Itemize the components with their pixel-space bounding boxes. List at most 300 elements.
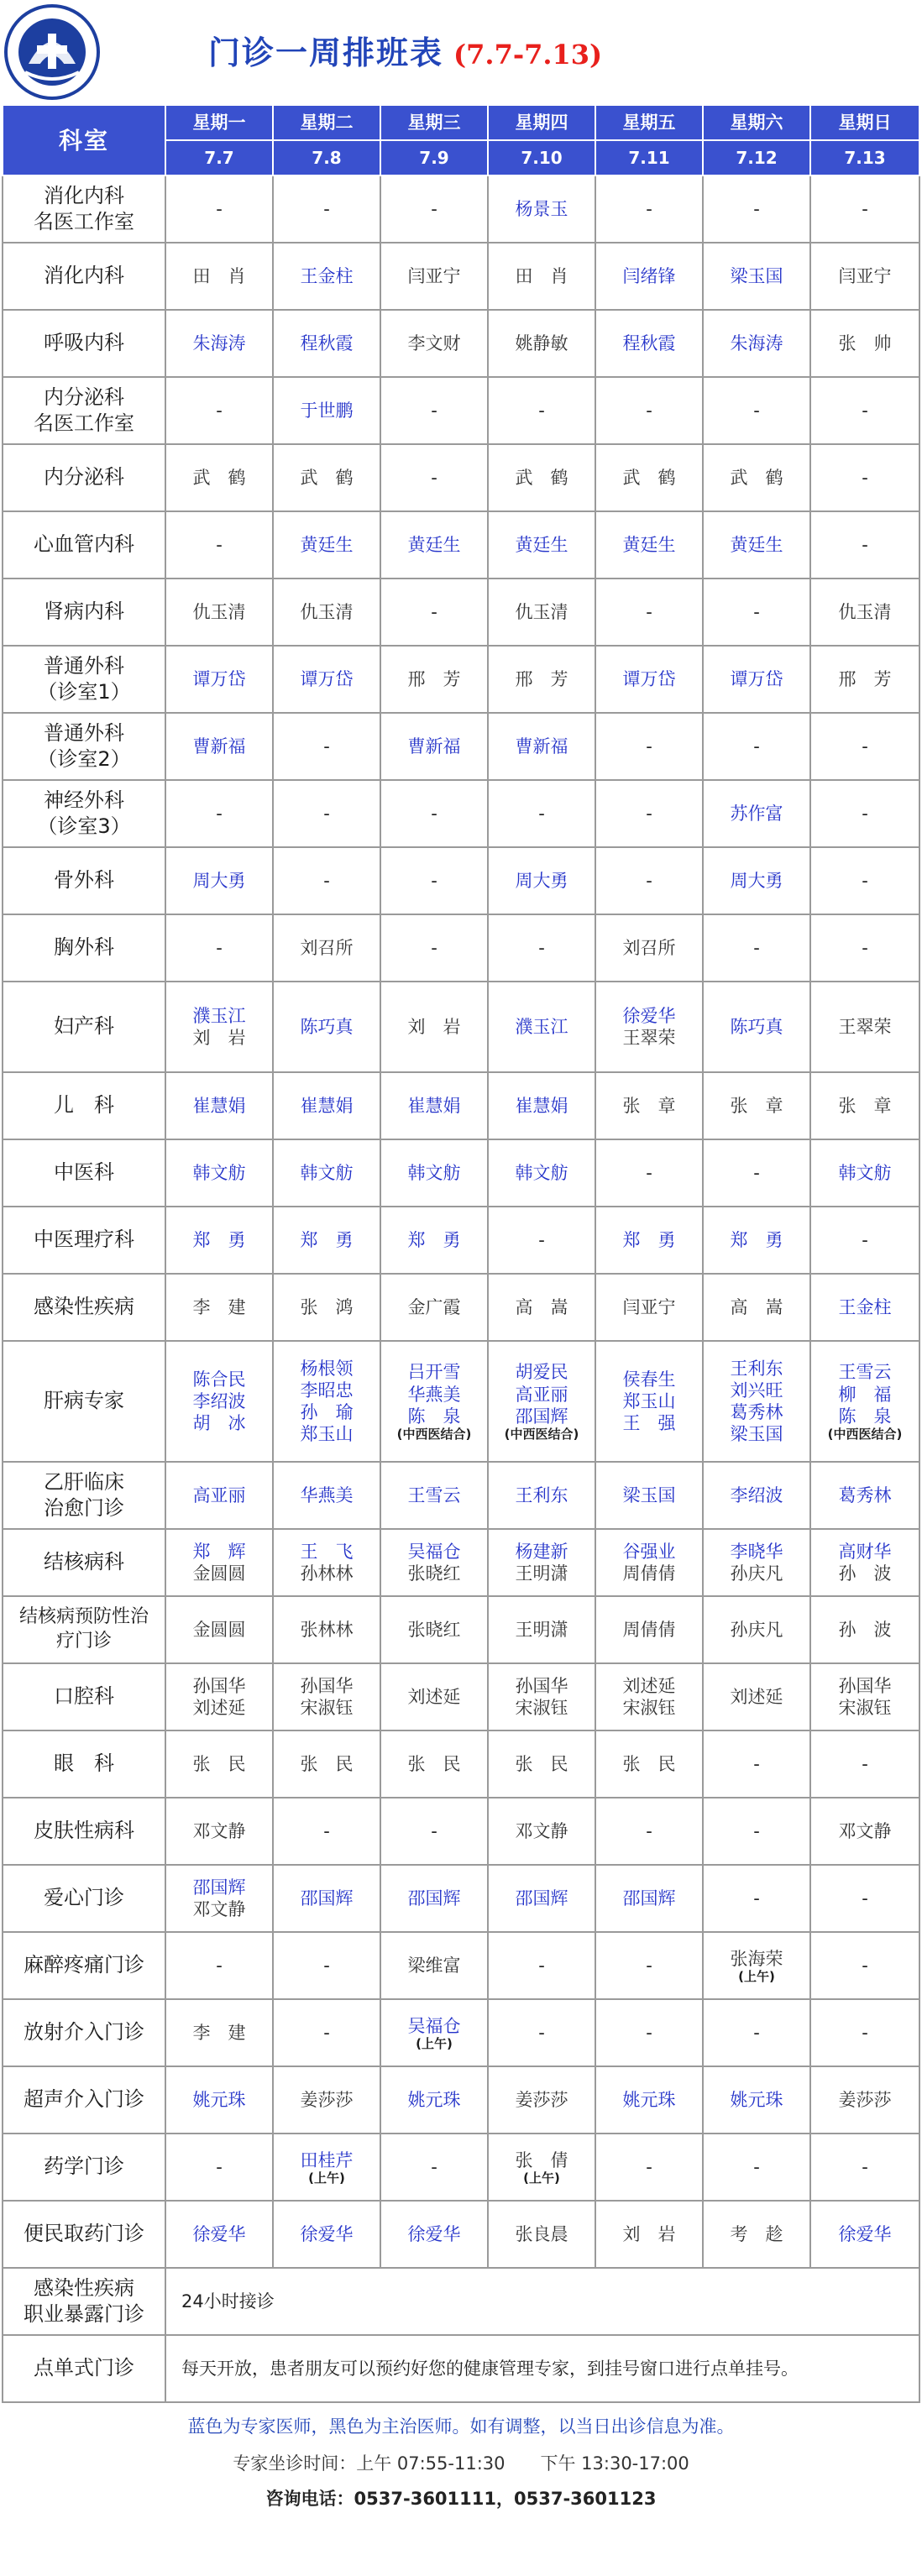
expert-doctor-name: 苏作富 (730, 803, 783, 824)
shift-cell (595, 1139, 703, 1207)
special-row (3, 2335, 919, 2402)
shift-cell (810, 243, 919, 310)
shift-cell (810, 1341, 919, 1462)
department-name-line: 普通外科 (44, 720, 124, 745)
no-shift-dash: - (431, 937, 437, 958)
expert-doctor-name: 黄廷生 (730, 534, 783, 555)
date-header: 7.7 (165, 140, 273, 175)
shift-cell (703, 1341, 810, 1462)
no-shift-dash: - (323, 198, 330, 219)
schedule-body (3, 175, 919, 2402)
expert-doctor-name: 邵国辉 (515, 1887, 568, 1908)
no-shift-dash: - (646, 2156, 652, 2177)
expert-doctor-name: 孙 瑜 (300, 1402, 354, 1422)
department-name (3, 175, 165, 243)
shift-cell (703, 1529, 810, 1596)
attending-doctor-name: 邓文静 (838, 1820, 892, 1841)
shift-cell (595, 444, 703, 511)
shift-cell (703, 1663, 810, 1730)
shift-cell (595, 377, 703, 444)
attending-doctor-name: 李 建 (192, 1296, 246, 1317)
schedule-row (3, 579, 919, 646)
expert-doctor-name: 王 强 (622, 1413, 676, 1434)
department-name (3, 1932, 165, 1999)
schedule-row (3, 1932, 919, 1999)
attending-doctor-name: 张 民 (407, 1753, 461, 1774)
shift-note: (上午) (738, 1968, 775, 1984)
department-name (3, 1865, 165, 1932)
date-range: (7.7-7.13) (453, 39, 603, 71)
shift-cell (810, 2201, 919, 2268)
no-shift-dash: - (753, 601, 760, 622)
no-shift-dash: - (431, 601, 437, 622)
no-shift-dash: - (862, 534, 868, 555)
department-name-line: 名医工作室 (34, 411, 134, 435)
shift-cell (810, 1999, 919, 2066)
clinic-hours: 专家坐诊时间：上午 07:55-11:30 下午 13:30-17:00 (233, 2453, 689, 2474)
shift-cell (703, 1139, 810, 1207)
shift-cell (165, 310, 273, 377)
department-name (3, 1341, 165, 1462)
no-shift-dash: - (216, 803, 223, 824)
shift-cell (488, 444, 595, 511)
shift-note: (中西医结合) (504, 1427, 579, 1442)
expert-doctor-name: 侯春生 (622, 1369, 676, 1390)
department-name (3, 1999, 165, 2066)
shift-cell (595, 1932, 703, 1999)
no-shift-dash: - (216, 198, 223, 219)
attending-doctor-name: 刘述延 (622, 1675, 676, 1696)
attending-doctor-name: 武 鹤 (192, 467, 246, 488)
expert-doctor-name: 田桂芹 (300, 2149, 354, 2170)
date-header: 7.13 (810, 140, 919, 175)
expert-doctor-name: 崔慧娟 (407, 1095, 461, 1116)
shift-cell (488, 1932, 595, 1999)
shift-cell (273, 1730, 380, 1798)
expert-doctor-name: 韩文舫 (300, 1162, 354, 1183)
shift-cell (488, 1462, 595, 1529)
no-shift-dash: - (323, 870, 330, 891)
shift-cell (165, 1462, 273, 1529)
shift-cell (810, 175, 919, 243)
shift-cell (380, 1274, 488, 1341)
schedule-row (3, 1462, 919, 1529)
expert-doctor-name: 王 飞 (300, 1541, 354, 1562)
no-shift-dash: - (431, 467, 437, 488)
attending-doctor-name: 考 趁 (730, 2223, 783, 2244)
no-shift-dash: - (646, 736, 652, 757)
attending-doctor-name: 张 民 (300, 1753, 354, 1774)
shift-cell (595, 1999, 703, 2066)
shift-cell (703, 1462, 810, 1529)
attending-doctor-name: 闫亚宁 (407, 265, 461, 286)
attending-doctor-name: 宋淑钰 (622, 1698, 676, 1718)
attending-doctor-name: 王明潇 (515, 1619, 568, 1640)
expert-doctor-name: 郑 勇 (300, 1229, 354, 1250)
expert-doctor-name: 王金柱 (300, 265, 354, 286)
no-shift-dash: - (753, 198, 760, 219)
no-shift-dash: - (538, 937, 545, 958)
shift-cell (380, 1932, 488, 1999)
shift-cell (380, 847, 488, 914)
department-name-line: 肾病内科 (44, 599, 124, 624)
shift-cell (810, 377, 919, 444)
shift-cell (595, 780, 703, 847)
expert-doctor-name: 邵国辉 (515, 1406, 568, 1427)
shift-cell (595, 1207, 703, 1274)
shift-cell (380, 982, 488, 1072)
schedule-row (3, 444, 919, 511)
department-name (3, 713, 165, 780)
expert-doctor-name: 周大勇 (515, 870, 568, 891)
no-shift-dash: - (323, 1820, 330, 1841)
shift-cell (273, 444, 380, 511)
no-shift-dash: - (646, 1955, 652, 1976)
expert-doctor-name: 姚元珠 (730, 2089, 783, 2110)
attending-doctor-name: 张 民 (515, 1753, 568, 1774)
shift-cell (380, 1139, 488, 1207)
shift-cell (810, 444, 919, 511)
attending-doctor-name: 梁维富 (407, 1955, 461, 1976)
shift-cell (810, 1274, 919, 1341)
no-shift-dash: - (862, 736, 868, 757)
shift-cell (380, 1207, 488, 1274)
department-name-line: 眼 科 (54, 1751, 114, 1776)
shift-cell (165, 780, 273, 847)
shift-cell (703, 1596, 810, 1663)
department-name-line: 疗门诊 (55, 1631, 112, 1652)
department-name (3, 2335, 165, 2402)
department-name-line: （诊室3） (37, 814, 131, 838)
shift-cell (273, 1462, 380, 1529)
shift-cell (488, 1999, 595, 2066)
department-name-line: 职业暴露门诊 (24, 2302, 144, 2326)
shift-cell (165, 1274, 273, 1341)
shift-cell (273, 310, 380, 377)
shift-cell (165, 1139, 273, 1207)
attending-doctor-name: 孙林林 (300, 1563, 354, 1584)
shift-cell (380, 2134, 488, 2201)
shift-cell (165, 243, 273, 310)
shift-cell (488, 1596, 595, 1663)
shift-cell (165, 847, 273, 914)
department-name (3, 1529, 165, 1596)
attending-doctor-name: 田 肖 (515, 265, 568, 286)
attending-doctor-name: 高 嵩 (515, 1296, 568, 1317)
attending-doctor-name: 宋淑钰 (515, 1698, 568, 1718)
schedule-row (3, 914, 919, 982)
shift-cell (595, 1798, 703, 1865)
shift-cell (810, 1663, 919, 1730)
expert-doctor-name: 郑玉山 (622, 1390, 676, 1411)
expert-doctor-name: 黄廷生 (515, 534, 568, 555)
attending-doctor-name: 张 章 (622, 1095, 676, 1116)
attending-doctor-name: 刘 岩 (407, 1016, 461, 1037)
shift-cell (703, 1932, 810, 1999)
department-name-line: 普通外科 (44, 653, 124, 678)
attending-doctor-name: 孙 波 (838, 1563, 892, 1584)
shift-cell (273, 1798, 380, 1865)
expert-doctor-name: 郑 勇 (622, 1229, 676, 1250)
department-name-line: 超声介入门诊 (24, 2087, 144, 2112)
expert-doctor-name: 濮玉江 (192, 1005, 246, 1026)
shift-cell (488, 1730, 595, 1798)
shift-cell (165, 2201, 273, 2268)
shift-cell (703, 2201, 810, 2268)
attending-doctor-name: 金圆圆 (192, 1619, 246, 1640)
date-header: 7.10 (488, 140, 595, 175)
attending-doctor-name: 王明潇 (515, 1563, 568, 1584)
shift-cell (703, 1865, 810, 1932)
shift-cell (703, 847, 810, 914)
shift-cell (380, 1999, 488, 2066)
expert-doctor-name: 郑 辉 (192, 1541, 246, 1562)
no-shift-dash: - (323, 736, 330, 757)
no-shift-dash: - (862, 1887, 868, 1908)
shift-cell (703, 1730, 810, 1798)
shift-cell (380, 1730, 488, 1798)
weekday-row (3, 105, 919, 140)
shift-cell (273, 1207, 380, 1274)
shift-cell (488, 982, 595, 1072)
expert-doctor-name: 梁玉国 (622, 1484, 676, 1505)
shift-cell (165, 444, 273, 511)
shift-cell (380, 1072, 488, 1139)
shift-cell (488, 310, 595, 377)
shift-cell (488, 1798, 595, 1865)
schedule-row (3, 982, 919, 1072)
attending-doctor-name: 刘 岩 (622, 2223, 676, 2244)
expert-doctor-name: 李晓华 (730, 1541, 783, 1562)
shift-cell (273, 646, 380, 713)
shift-cell (703, 646, 810, 713)
expert-doctor-name: 高亚丽 (192, 1484, 246, 1505)
shift-cell (380, 1529, 488, 1596)
attending-doctor-name: 仇玉清 (515, 601, 568, 622)
shift-cell (703, 780, 810, 847)
attending-doctor-name: 邢 芳 (838, 668, 892, 689)
shift-cell (380, 780, 488, 847)
expert-doctor-name: 王利东 (730, 1358, 783, 1379)
department-name (3, 2134, 165, 2201)
page-header (0, 0, 922, 104)
shift-cell (595, 243, 703, 310)
shift-cell (165, 1596, 273, 1663)
no-shift-dash: - (538, 1229, 545, 1250)
department-name-line: 乙肝临床 (44, 1469, 124, 1494)
shift-cell (380, 1663, 488, 1730)
expert-doctor-name: 柳 福 (838, 1384, 892, 1405)
shift-cell (488, 175, 595, 243)
department-name (3, 1730, 165, 1798)
shift-cell (703, 511, 810, 579)
attending-doctor-name: 王翠荣 (838, 1016, 892, 1037)
department-name-line: 名医工作室 (34, 210, 134, 233)
shift-cell (810, 310, 919, 377)
expert-doctor-name: 王雪云 (838, 1362, 892, 1383)
department-name (3, 579, 165, 646)
attending-doctor-name: 邢 芳 (407, 668, 461, 689)
shift-cell (380, 377, 488, 444)
attending-doctor-name: 姚静敏 (515, 332, 568, 353)
attending-doctor-name: 孙国华 (838, 1675, 892, 1696)
schedule-row (3, 1139, 919, 1207)
shift-cell (810, 847, 919, 914)
shift-cell (488, 1207, 595, 1274)
expert-doctor-name: 徐爱华 (838, 2223, 892, 2244)
shift-cell (165, 579, 273, 646)
expert-doctor-name: 邵国辉 (407, 1887, 461, 1908)
department-name (3, 2201, 165, 2268)
attending-doctor-name: 张 章 (838, 1095, 892, 1116)
attending-doctor-name: 邓文静 (192, 1899, 246, 1919)
shift-cell (595, 310, 703, 377)
no-shift-dash: - (646, 803, 652, 824)
schedule-row (3, 847, 919, 914)
expert-doctor-name: 谭万岱 (622, 668, 676, 689)
shift-cell (703, 444, 810, 511)
shift-cell (380, 2201, 488, 2268)
schedule-row (3, 243, 919, 310)
shift-cell (165, 1529, 273, 1596)
schedule-row (3, 1865, 919, 1932)
department-name-line: 爱心门诊 (44, 1886, 124, 1910)
no-shift-dash: - (862, 803, 868, 824)
shift-cell (165, 175, 273, 243)
no-shift-dash: - (431, 1820, 437, 1841)
department-name (3, 1663, 165, 1730)
expert-doctor-name: 陈巧真 (300, 1016, 354, 1037)
expert-doctor-name: 周大勇 (192, 870, 246, 891)
shift-cell (165, 1999, 273, 2066)
expert-doctor-name: 曹新福 (192, 736, 246, 757)
expert-doctor-name: 崔慧娟 (300, 1095, 354, 1116)
expert-doctor-name: 姚元珠 (407, 2089, 461, 2110)
shift-cell (703, 243, 810, 310)
expert-doctor-name: 杨景玉 (515, 198, 568, 219)
department-name-line: （诊室2） (37, 747, 131, 771)
shift-cell (380, 175, 488, 243)
shift-cell (380, 713, 488, 780)
color-legend: 蓝色为专家医师，黑色为主治医师。如有调整，以当日出诊信息为准。 (187, 2416, 735, 2437)
expert-doctor-name: 谭万岱 (730, 668, 783, 689)
expert-doctor-name: 陈巧真 (730, 1016, 783, 1037)
schedule-row (3, 2066, 919, 2134)
date-header: 7.11 (595, 140, 703, 175)
expert-doctor-name: 徐爱华 (622, 1005, 676, 1026)
no-shift-dash: - (862, 1229, 868, 1250)
shift-cell (380, 1865, 488, 1932)
attending-doctor-name: 张 鸿 (300, 1296, 354, 1317)
no-shift-dash: - (753, 1753, 760, 1774)
shift-cell (165, 713, 273, 780)
department-name-line: 口腔科 (54, 1684, 114, 1709)
schedule-row (3, 1663, 919, 1730)
schedule-row (3, 713, 919, 780)
attending-doctor-name: 刘述延 (407, 1686, 461, 1707)
shift-cell (380, 444, 488, 511)
department-name (3, 243, 165, 310)
expert-doctor-name: 黄廷生 (407, 534, 461, 555)
shift-cell (273, 175, 380, 243)
shift-cell (273, 1072, 380, 1139)
attending-doctor-name: 孙庆凡 (730, 1619, 783, 1640)
schedule-row (3, 2201, 919, 2268)
attending-doctor-name: 张良晨 (515, 2223, 568, 2244)
no-shift-dash: - (323, 803, 330, 824)
expert-doctor-name: 朱海涛 (730, 332, 783, 353)
department-name-line: 皮肤性病科 (34, 1819, 134, 1843)
shift-cell (488, 377, 595, 444)
schedule-row (3, 1274, 919, 1341)
shift-cell (488, 780, 595, 847)
no-shift-dash: - (323, 2022, 330, 2043)
no-shift-dash: - (216, 937, 223, 958)
attending-doctor-name: 姜莎莎 (838, 2089, 892, 2110)
shift-cell (595, 1274, 703, 1341)
shift-cell (595, 847, 703, 914)
no-shift-dash: - (862, 1753, 868, 1774)
no-shift-dash: - (431, 2156, 437, 2177)
expert-doctor-name: 华燕美 (407, 1384, 461, 1405)
title-text: 门诊一周排班表 (208, 34, 444, 71)
no-shift-dash: - (862, 937, 868, 958)
shift-cell (810, 1730, 919, 1798)
no-shift-dash: - (216, 2156, 223, 2177)
no-shift-dash: - (753, 2156, 760, 2177)
department-name-line: 心血管内科 (34, 532, 134, 557)
attending-doctor-name: 武 鹤 (300, 467, 354, 488)
shift-cell (595, 2134, 703, 2201)
department-name-line: 儿 科 (54, 1093, 114, 1118)
shift-cell (380, 2066, 488, 2134)
expert-doctor-name: 吴福仓 (407, 1541, 461, 1562)
expert-doctor-name: 陈 泉 (407, 1406, 461, 1427)
attending-doctor-name: 孙国华 (192, 1675, 246, 1696)
expert-doctor-name: 邵国辉 (622, 1887, 676, 1908)
expert-doctor-name: 程秋霞 (300, 332, 354, 353)
department-name-line: 中医理疗科 (34, 1228, 134, 1252)
no-shift-dash: - (862, 198, 868, 219)
no-shift-dash: - (538, 2022, 545, 2043)
no-shift-dash: - (431, 400, 437, 421)
no-shift-dash: - (862, 870, 868, 891)
weekday-header: 星期三 (380, 105, 488, 140)
date-header: 7.9 (380, 140, 488, 175)
shift-cell (488, 1865, 595, 1932)
department-name-line: 神经外科 (44, 788, 124, 812)
expert-doctor-name: 谭万岱 (192, 668, 246, 689)
schedule-row (3, 511, 919, 579)
shift-cell (810, 1932, 919, 1999)
shift-cell (380, 511, 488, 579)
expert-doctor-name: 闫绪锋 (622, 265, 676, 286)
shift-cell (595, 1865, 703, 1932)
expert-doctor-name: 葛秀林 (838, 1484, 892, 1505)
schedule-row (3, 310, 919, 377)
no-shift-dash: - (862, 467, 868, 488)
no-shift-dash: - (431, 803, 437, 824)
attending-doctor-name: 武 鹤 (622, 467, 676, 488)
shift-cell (810, 1139, 919, 1207)
expert-doctor-name: 王金柱 (838, 1296, 892, 1317)
shift-cell (273, 1274, 380, 1341)
attending-doctor-name: 孙庆凡 (730, 1563, 783, 1584)
attending-doctor-name: 周倩倩 (622, 1563, 676, 1584)
attending-doctor-name: 张 章 (730, 1095, 783, 1116)
shift-cell (273, 579, 380, 646)
expert-doctor-name: 崔慧娟 (192, 1095, 246, 1116)
